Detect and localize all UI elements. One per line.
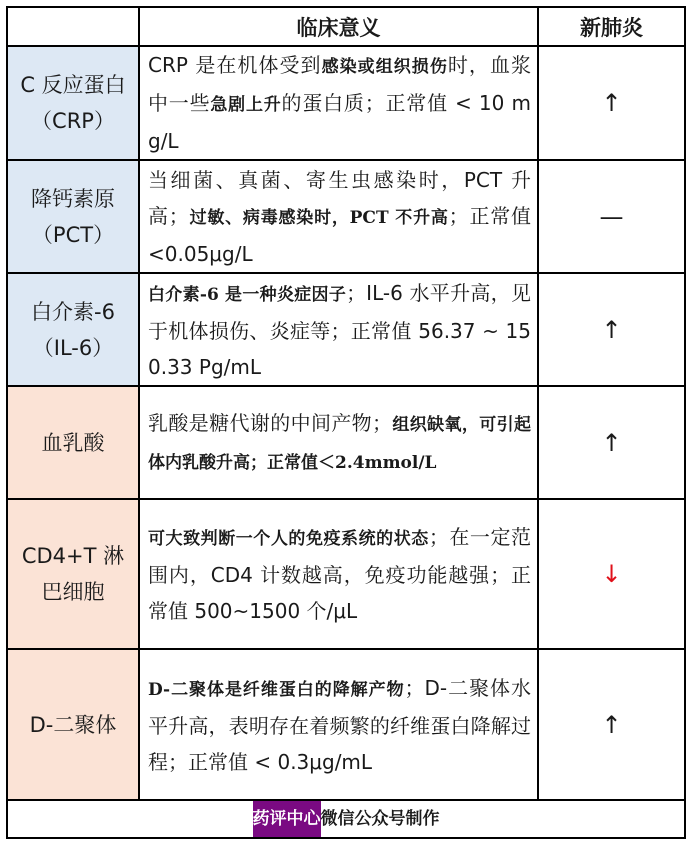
emphasis-text: 急剧上升 xyxy=(210,95,282,115)
indicator-label: C 反应蛋白（CRP） xyxy=(7,46,139,160)
trend-up-icon: ↑ xyxy=(538,386,685,499)
description-text: ；在一定范围内，CD4 计数越高，免疫功能越强；正常值 500~1500 个/μL xyxy=(148,525,532,623)
header-clinical-significance: 临床意义 xyxy=(139,7,538,46)
header-new-pneumonia: 新肺炎 xyxy=(538,7,685,46)
description-text: ；IL-6 水平升高，见于机体损伤、炎症等；正常值 56.37 ~ 150.33 Pg/mL xyxy=(148,280,531,379)
description-text: ；正常值<0.05μg/L xyxy=(148,203,532,266)
table-row xyxy=(7,499,685,649)
trend-up-icon: ↑ xyxy=(538,273,685,386)
indicator-label: CD4+T 淋巴细胞 xyxy=(7,499,139,649)
footer-brand: 药评中心 xyxy=(253,801,321,837)
trend-down-icon: ↓ xyxy=(538,499,685,649)
emphasis-text: 可大致判断一个人的免疫系统的状态 xyxy=(148,529,429,549)
table-row xyxy=(7,273,685,386)
emphasis-text: 感染或组织损伤 xyxy=(321,57,448,77)
indicator-label: 白介素-6（IL-6） xyxy=(7,273,139,386)
indicator-description xyxy=(139,160,538,273)
indicator-description xyxy=(139,499,538,649)
description-text: ；D-二聚体水平升高，表明存在着频繁的纤维蛋白降解过程；正常值 < 0.3μg/mL xyxy=(148,675,531,774)
indicator-label: 降钙素原（PCT） xyxy=(7,160,139,273)
indicator-label: D-二聚体 xyxy=(7,649,139,800)
indicator-label: 血乳酸 xyxy=(7,386,139,499)
indicator-description xyxy=(139,649,538,800)
indicator-description xyxy=(139,273,538,386)
emphasis-text: D-二聚体是纤维蛋白的降解产物 xyxy=(148,679,405,700)
description-text: 的蛋白质；正常值 < 10 mg/L xyxy=(148,91,532,153)
table-row xyxy=(7,46,685,160)
table-row xyxy=(7,386,685,499)
table-row xyxy=(7,160,685,273)
clinical-significance-table-wrap xyxy=(6,6,684,839)
emphasis-text: 过敏、病毒感染时，PCT 不升高 xyxy=(188,207,449,228)
footer-credit-text: 微信公众号制作 xyxy=(320,809,440,829)
emphasis-text: 组织缺氧，可引起体内乳酸升高；正常值＜2.4mmol/L xyxy=(148,414,532,473)
clinical-significance-table xyxy=(6,6,686,839)
trend-unchanged-icon: — xyxy=(538,160,685,273)
description-text: 时，血浆中一些 xyxy=(148,53,532,115)
indicator-description xyxy=(139,386,538,499)
header-indicator xyxy=(7,7,139,46)
description-text: 当细菌、真菌、寄生虫感染时，PCT 升高； xyxy=(148,167,531,228)
trend-up-icon: ↑ xyxy=(538,649,685,800)
footer-credit xyxy=(7,800,685,838)
trend-up-icon: ↑ xyxy=(538,46,685,160)
description-text: 乳酸是糖代谢的中间产物； xyxy=(148,410,393,435)
emphasis-text: 白介素-6 是一种炎症因子 xyxy=(148,284,347,305)
description-text: CRP 是在机体受到 xyxy=(148,53,322,77)
header-row xyxy=(7,7,685,46)
table-row xyxy=(7,649,685,800)
indicator-description xyxy=(139,46,538,160)
footer-row xyxy=(7,800,685,838)
